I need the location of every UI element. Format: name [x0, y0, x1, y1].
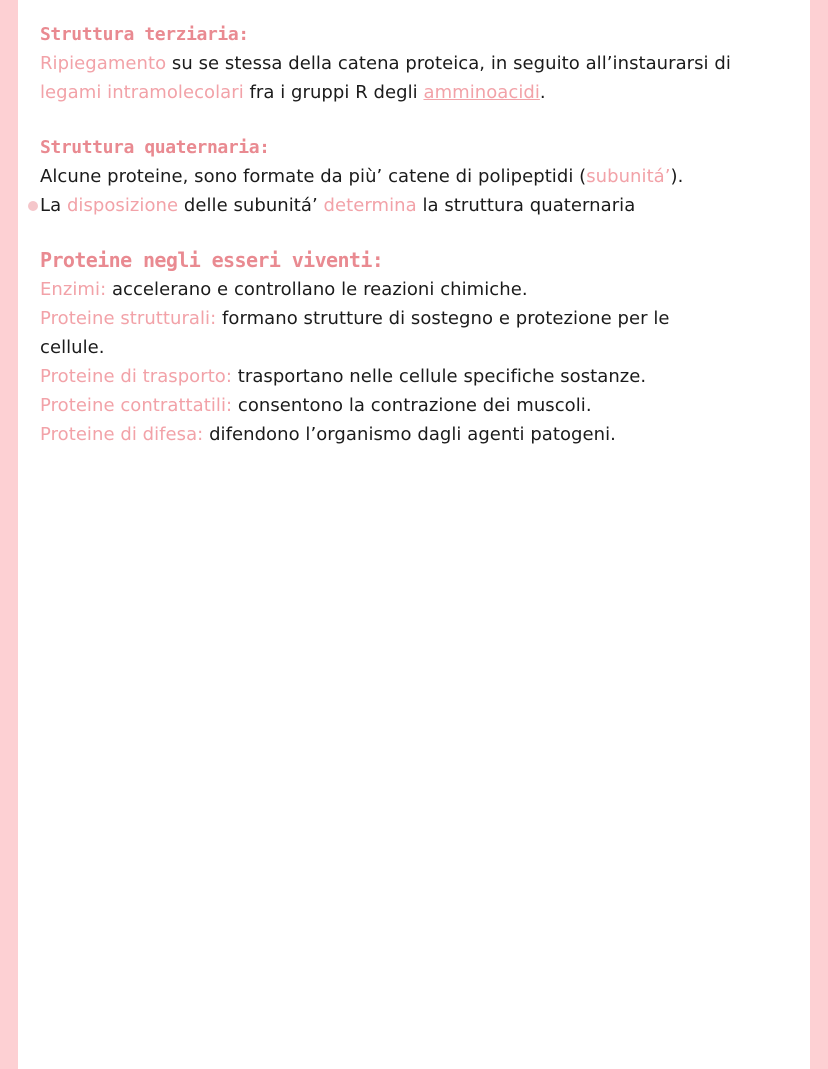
term-subunita: subunitá’ [586, 166, 671, 187]
item-text: trasportano nelle cellule specifiche sostanze. [231, 366, 647, 387]
item-label: Proteine di difesa: [40, 424, 204, 445]
list-item [40, 333, 810, 362]
heading-quaternaria: Struttura quaternaria: [40, 137, 270, 158]
notes-page [40, 20, 810, 475]
term-amminoacidi: amminoacidi [423, 82, 540, 103]
quaternaria-line-1 [40, 162, 810, 191]
item-text: consentono la contrazione dei muscoli. [232, 395, 592, 416]
section-terziaria [40, 20, 810, 107]
quaternaria-line-2-end: la struttura quaternaria [416, 195, 636, 216]
terziaria-line-2-end: . [539, 82, 546, 103]
item-text: accelerano e controllano le reazioni chimiche. [106, 279, 528, 300]
list-item [40, 304, 810, 333]
terziaria-line-2 [40, 78, 810, 107]
quaternaria-line-2-start: La [40, 195, 67, 216]
item-text: formano strutture di sostegno e protezione per le [216, 308, 670, 329]
term-determina: determina [323, 195, 417, 216]
term-disposizione: disposizione [66, 195, 179, 216]
quaternaria-line-2 [40, 191, 810, 220]
term-ripiegamento: Ripiegamento [40, 53, 167, 74]
heading-viventi: Proteine negli esseri viventi: [40, 248, 384, 272]
right-border [810, 0, 828, 1069]
section-quaternaria [40, 133, 810, 220]
quaternaria-line-1-end: ). [670, 166, 684, 187]
item-label: Proteine contrattatili: [40, 395, 233, 416]
bullet-dot-icon [28, 201, 38, 211]
item-label: Proteine di trasporto: [40, 366, 232, 387]
terziaria-line-1-text: su se stessa della catena proteica, in seguito all’instaurarsi di [166, 53, 731, 74]
list-item [40, 420, 810, 449]
heading-terziaria: Struttura terziaria: [40, 24, 249, 45]
item-label: Enzimi: [40, 279, 107, 300]
item-text: cellule. [40, 337, 105, 358]
left-border [0, 0, 18, 1069]
list-item [40, 362, 810, 391]
list-item [40, 275, 810, 304]
item-text: difendono l’organismo dagli agenti patogeni. [203, 424, 616, 445]
quaternaria-line-1-text: Alcune proteine, sono formate da più’ catene di polipeptidi ( [40, 166, 587, 187]
section-viventi [40, 246, 810, 449]
terziaria-line-1 [40, 49, 810, 78]
list-item [40, 391, 810, 420]
quaternaria-line-2-mid: delle subunitá’ [178, 195, 324, 216]
term-legami: legami intramolecolari [40, 82, 244, 103]
terziaria-line-2-text: fra i gruppi R degli [243, 82, 424, 103]
item-label: Proteine strutturali: [40, 308, 217, 329]
